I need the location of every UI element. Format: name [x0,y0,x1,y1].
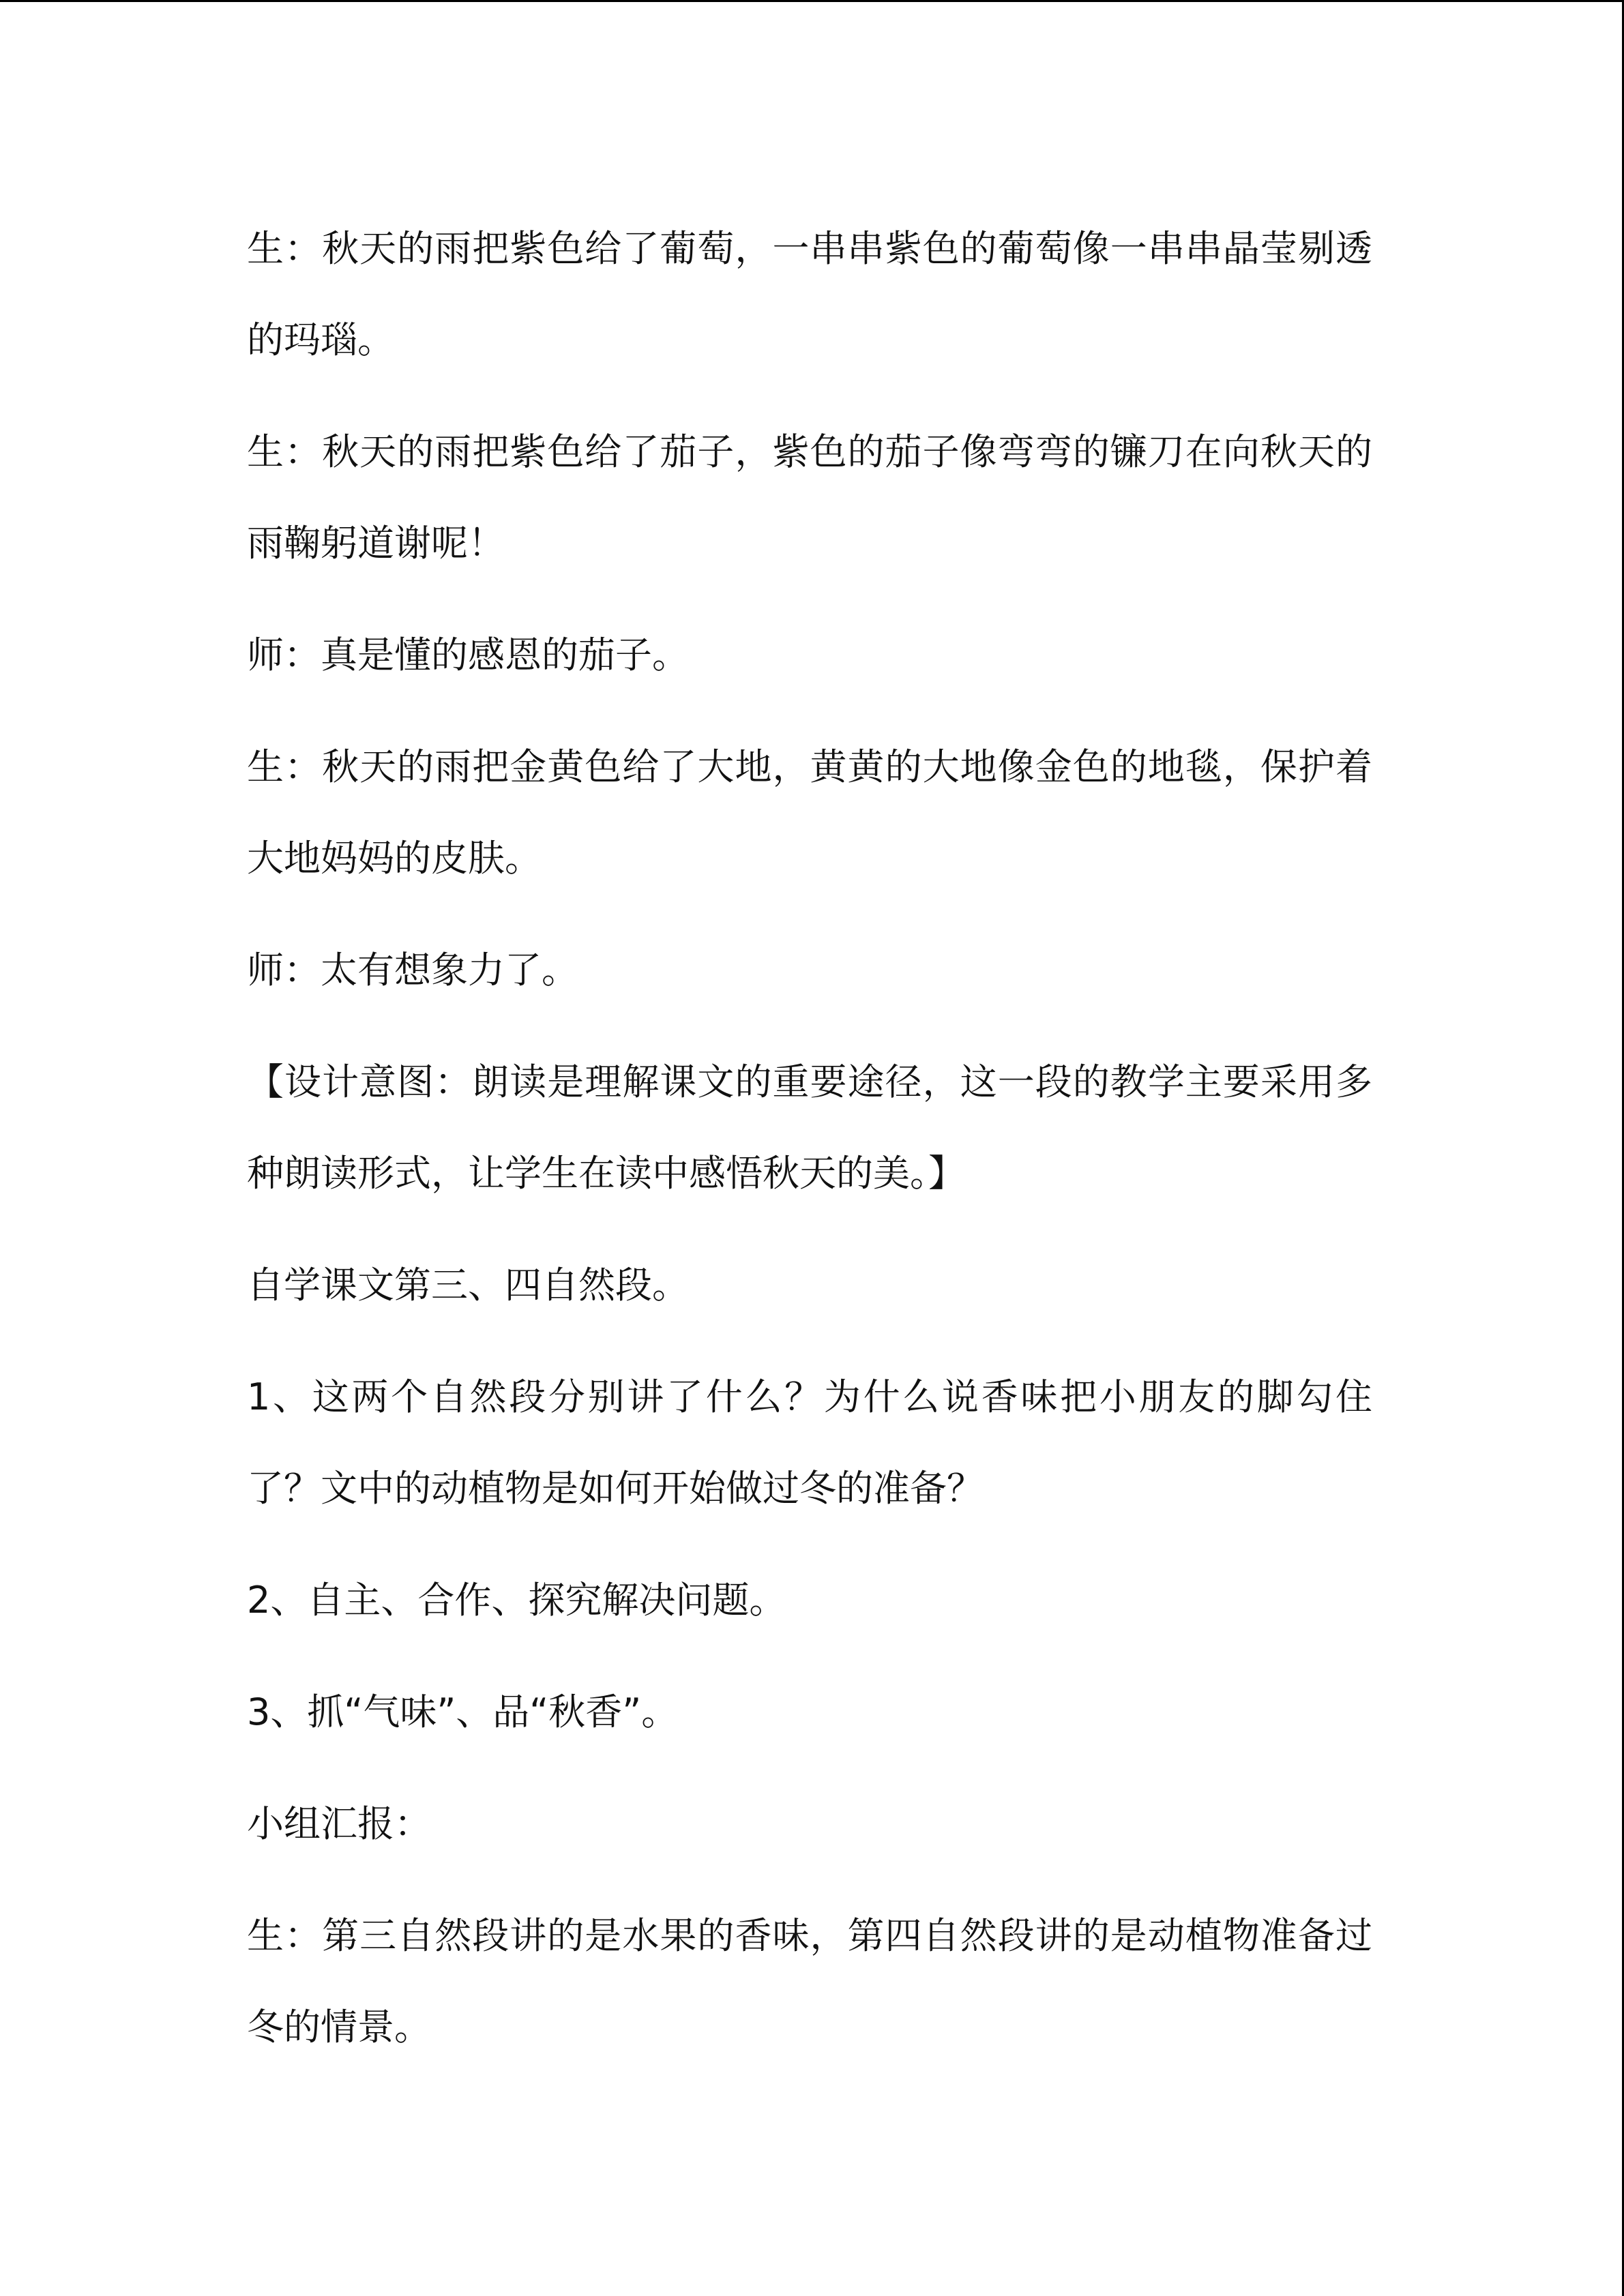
group-report-heading: 小组汇报： [247,1802,431,1845]
document-body [247,203,1372,2093]
paragraph-5: 师：太有想象力了。 [247,949,578,992]
question-2: 2、自主、合作、探究解决问题。 [247,1579,786,1622]
paragraph-3: 师：真是懂的感恩的茄子。 [247,633,689,676]
question-1: 1、这两个自然段分别讲了什么？为什么说香味把小朋友的脚勾住了？文中的动植物是如何开始做过冬的准备？ [247,1375,1372,1510]
paragraph-4: 生：秋天的雨把金黄色给了大地，黄黄的大地像金色的地毯，保护着大地妈妈的皮肤。 [247,745,1372,880]
paragraph-2: 生：秋天的雨把紫色给了茄子，紫色的茄子像弯弯的镰刀在向秋天的雨鞠躬道谢呢！ [247,430,1372,565]
paragraph-7: 自学课文第三、四自然段。 [247,1264,689,1307]
question-3: 3、抓“气味”、品“秋香”。 [247,1690,679,1733]
design-intent-note: 【设计意图：朗读是理解课文的重要途径，这一段的教学主要采用多种朗读形式，让学生在读中感悟秋天的美。】 [247,1060,1372,1195]
paragraph-1: 生：秋天的雨把紫色给了葡萄，一串串紫色的葡萄像一串串晶莹剔透的玛瑙。 [247,227,1372,361]
paragraph-12: 生：第三自然段讲的是水果的香味，第四自然段讲的是动植物准备过冬的情景。 [247,1914,1372,2048]
